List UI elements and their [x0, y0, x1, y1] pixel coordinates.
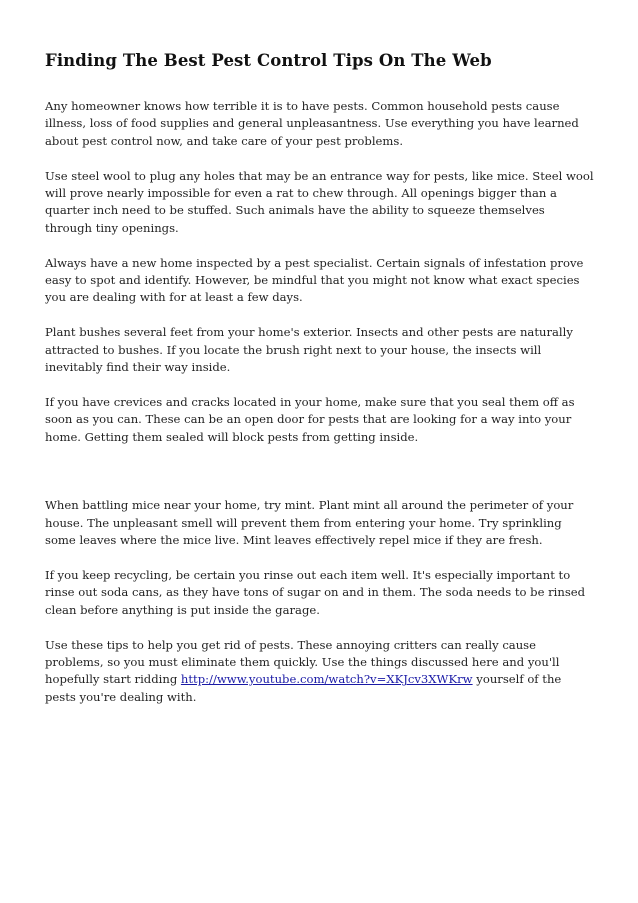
paragraph-plant-bushes: Plant bushes several feet from your home's exterior. Insects and other pests are naturally attracted to bushes. If you locate the brush right next to your house, the insects will inevitably find their way inside.: [45, 325, 573, 375]
blank-gap: [45, 463, 594, 497]
paragraph-conclusion: [45, 637, 594, 707]
document-title: Finding The Best Pest Control Tips On The Web: [45, 51, 492, 70]
conclusion-text-after-link: yourself of the pests you're dealing with.: [45, 672, 562, 704]
youtube-link[interactable]: http://www.youtube.com/watch?v=XKJcv3XWKrw: [180, 672, 473, 687]
paragraph-recycling: If you keep recycling, be certain you rinse out each item well. It's especially important to rinse out soda cans, as they have tons of sugar on and in them. The soda needs to be rinsed clean before anything is put inside the garage.: [45, 568, 586, 617]
paragraph-mint: When battling mice near your home, try mint. Plant mint all around the perimeter of your house. The unpleasant smell will prevent them from entering your home. Try sprinkling some leaves where the mice live. Mint leaves effectively repel mice if they are fresh.: [45, 498, 574, 548]
paragraph-intro: Any homeowner knows how terrible it is to have pests. Common household pests cause illness, loss of food supplies and general unpleasantness. Use everything you have learned about pest control now, and take care of your pest problems.: [45, 99, 579, 148]
paragraph-steel-wool: Use steel wool to plug any holes that may be an entrance way for pests, like mice. Steel wool will prove nearly impossible for even a rat to chew through. All openings bigger than a quarter inch need to be stuffed. Such animals have the ability to squeeze themselves through tiny openings.: [45, 168, 594, 235]
paragraph-seal-crevices: If you have crevices and cracks located in your home, make sure that you seal them off as soon as you can. These can be an open door for pests that are looking for a way into your home. Getting them sealed will block pests from getting inside.: [45, 394, 575, 444]
paragraph-home-inspection: Always have a new home inspected by a pest specialist. Certain signals of infestation prove easy to spot and identify. However, be mindful that you might not know what exact species you are dealing with for at least a few days.: [45, 255, 584, 305]
conclusion-text-before-link: Use these tips to help you get rid of pests. These annoying critters can really cause problems, so you must eliminate them quickly. Use the things discussed here and you'll hopefully start ridding: [45, 637, 560, 687]
